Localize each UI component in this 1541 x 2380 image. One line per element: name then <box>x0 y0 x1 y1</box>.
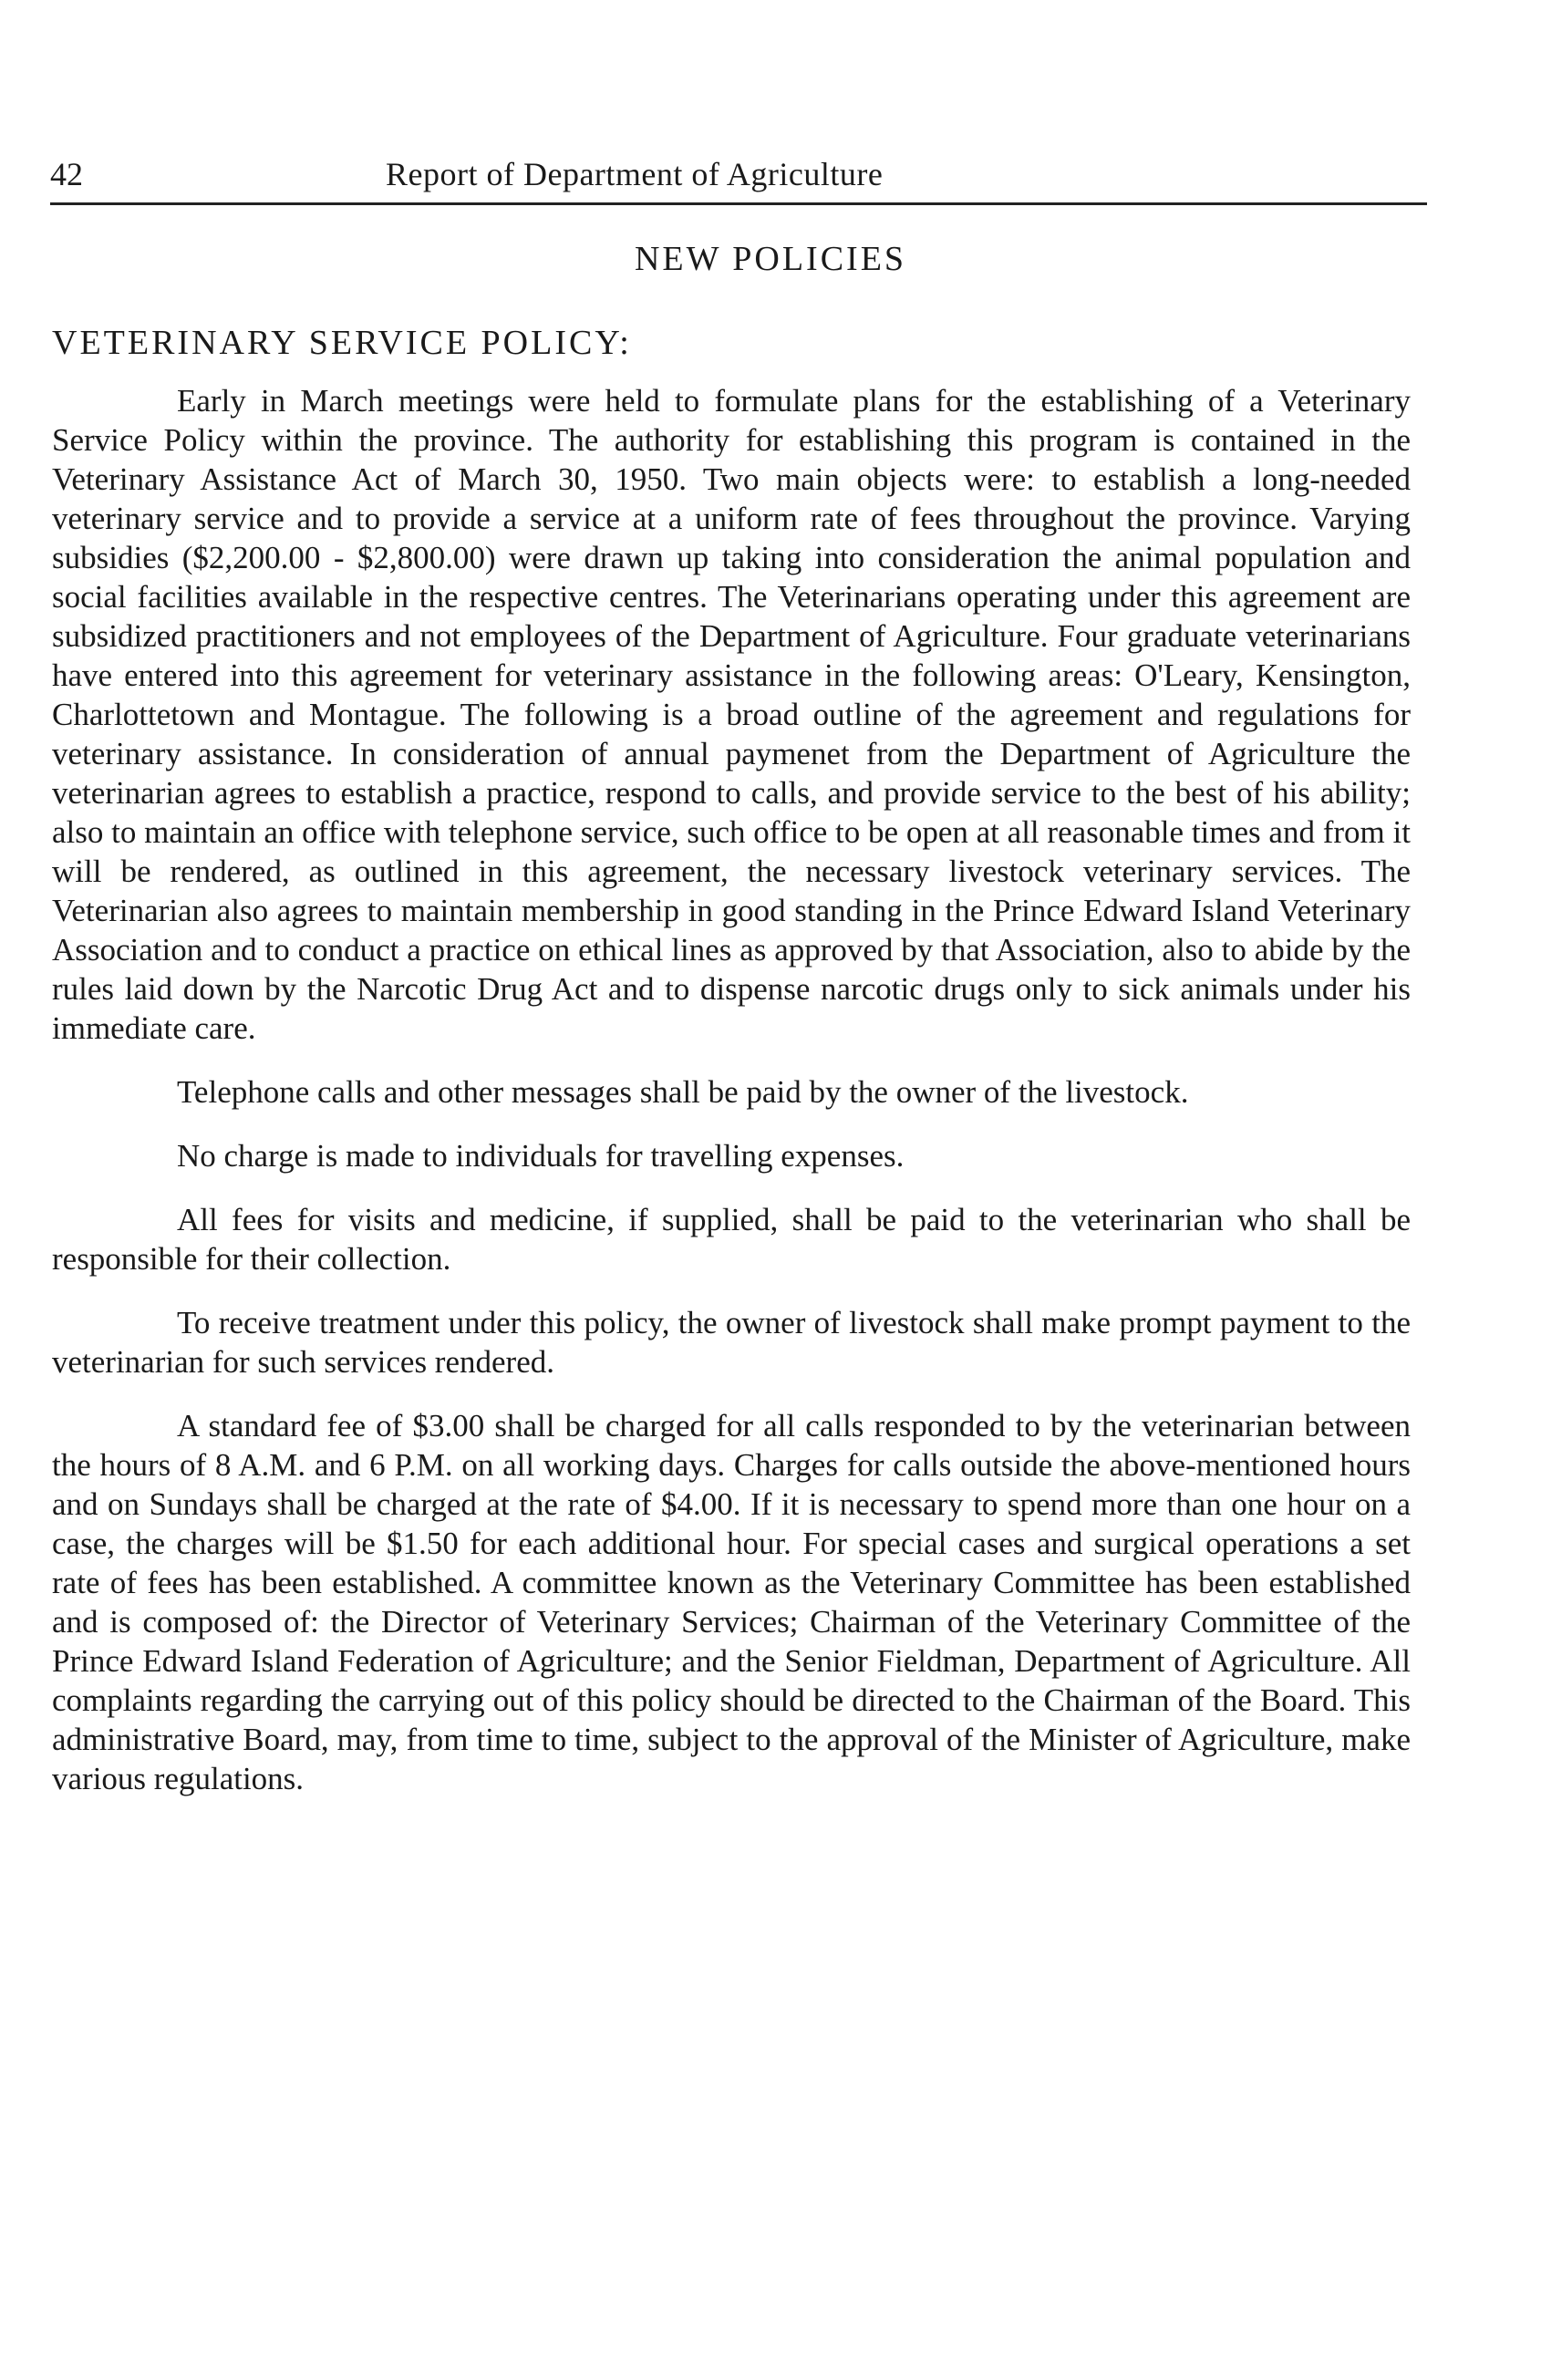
paragraph-telephone-calls: Telephone calls and other messages shall be paid by the owner of the livestock. <box>177 1074 1189 1110</box>
paragraph-travelling-expenses: No charge is made to individuals for travelling expenses. <box>177 1138 905 1174</box>
running-header <box>50 148 1427 205</box>
running-title: Report of Department of Agriculture <box>386 156 884 192</box>
policy-subheading: VETERINARY SERVICE POLICY: <box>52 324 632 362</box>
body-text <box>52 381 1411 1823</box>
paragraph-fees-collection: All fees for visits and medicine, if supplied, shall be paid to the veterinarian who shall be responsible for their collection. <box>52 1202 1411 1277</box>
paragraph-standard-fee: A standard fee of $3.00 shall be charged for all calls responded to by the veterinarian between the hours of 8 A.M. and 6 P.M. on all working days. Charges for calls outside the above-mentioned hours and on Sundays shall be charged at the rate of $4.00. If it is necessary to spend more than one hour on a case, the charges will be $1.50 for each additional hour. For special cases and surgical operations a set rate of fees has been established. A committee known as the Veterinary Committee has been established and is composed of: the Director of Veterinary Services; Chairman of the Veterinary Committee of the Prince Edward Island Federation of Agriculture; and the Senior Fieldman, Department of Agriculture. All complaints regarding the carrying out of this policy should be directed to the Chairman of the Board. This administrative Board, may, from time to time, subject to the approval of the Minister of Agriculture, make various regulations. <box>52 1408 1411 1796</box>
section-heading: NEW POLICIES <box>634 240 907 278</box>
page-number: 42 <box>50 156 83 192</box>
paragraph-prompt-payment: To receive treatment under this policy, the owner of livestock shall make prompt payment to the veterinarian for such services rendered. <box>52 1305 1411 1380</box>
paragraph-policy-overview: Early in March meetings were held to formulate plans for the establishing of a Veterinary Service Policy within the province. The authority for establishing this program is contained in the Veterinary Assistance Act of March 30, 1950. Two main objects were: to establish a long-needed veterinary service and to provide a service at a uniform rate of fees throughout the province. Varying subsidies ($2,200.00 - $2,800.00) were drawn up taking into consideration the animal population and social facilities available in the respective centres. The Veterinarians operating under this agreement are subsidized practitioners and not employees of the Department of Agriculture. Four graduate veterinarians have entered into this agreement for veterinary assistance in the following areas: O'Leary, Kensington, Charlottetown and Montague. The following is a broad outline of the agreement and regulations for veterinary assistance. In consideration of annual paymenet from the Department of Agriculture the veterinarian agrees to establish a practice, respond to calls, and provide service to the best of his ability; also to maintain an office with telephone service, such office to be open at all reasonable times and from it will be rendered, as outlined in this agreement, the necessary livestock veterinary services. The Veterinarian also agrees to maintain membership in good standing in the Prince Edward Island Veterinary Association and to conduct a practice on ethical lines as approved by that Association, also to abide by the rules laid down by the Narcotic Drug Act and to dispense narcotic drugs only to sick animals under his immediate care. <box>52 383 1411 1046</box>
